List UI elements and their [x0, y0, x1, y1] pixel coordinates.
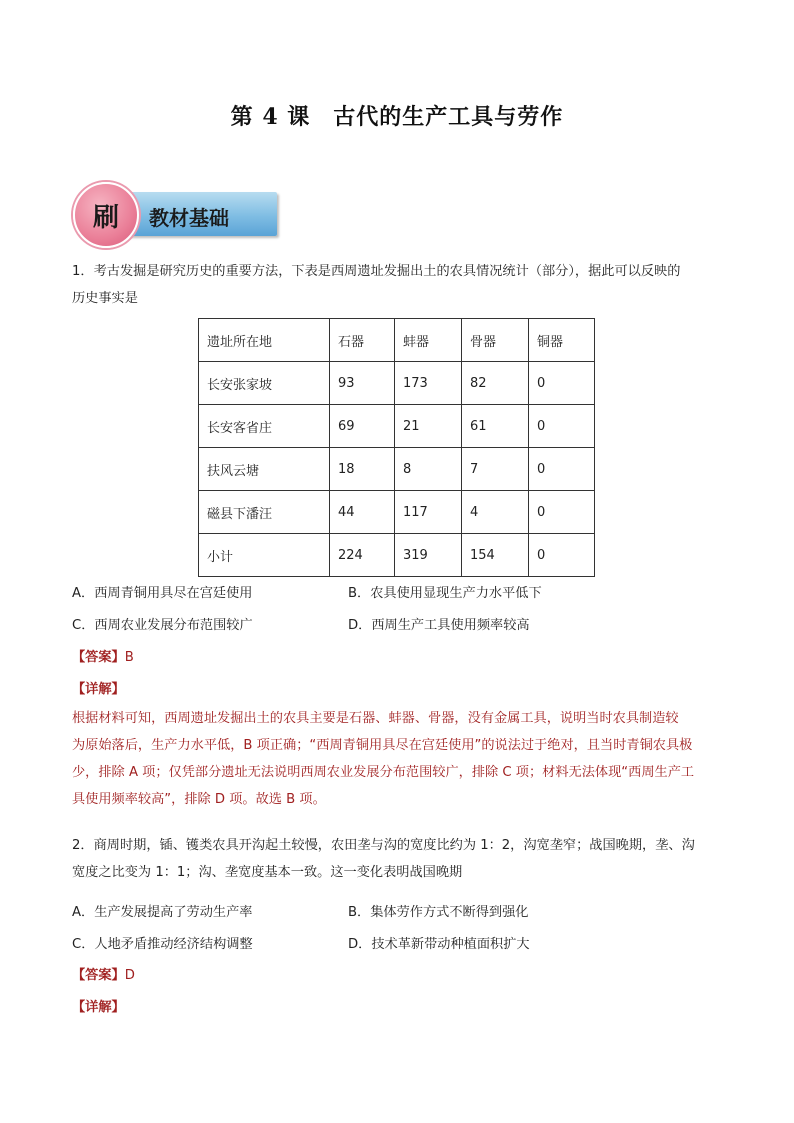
answer-value: D	[124, 968, 135, 983]
q1-stem	[72, 258, 727, 312]
table-row	[199, 448, 595, 491]
q2-option-d: D．技术革新带动种植面积扩大	[348, 937, 530, 952]
q2-option-a: A．生产发展提高了劳动生产率	[72, 905, 253, 920]
q1-option-b: B．农具使用显现生产力水平低下	[348, 586, 542, 601]
table-cell: 0	[529, 448, 595, 491]
table-cell: 0	[529, 405, 595, 448]
q1-option-a: A．西周青铜用具尽在宫廷使用	[72, 586, 253, 601]
detail-line: 为原始落后，生产力水平低，B 项正确；“西周青铜用具尽在宫廷使用”的说法过于绝对，且当时青铜农具极	[72, 738, 693, 753]
table-cell: 21	[395, 405, 462, 448]
table-cell: 69	[330, 405, 395, 448]
q1-detail	[72, 705, 727, 813]
table-cell: 长安客省庄	[199, 405, 330, 448]
table-header-row	[199, 319, 595, 362]
q2-option-b: B．集体劳作方式不断得到强化	[348, 905, 529, 920]
table-header-cell: 蚌器	[395, 319, 462, 362]
table-cell: 0	[529, 534, 595, 577]
q2-detail-tag	[72, 996, 125, 1015]
section-banner	[73, 182, 278, 240]
table-cell: 0	[529, 491, 595, 534]
q2-stem-line2: 宽度之比变为 1：1；沟、垄宽度基本一致。这一变化表明战国晚期	[72, 865, 463, 880]
q2-stem	[72, 832, 727, 886]
table-row	[199, 362, 595, 405]
detail-tag: 【详解】	[72, 1000, 125, 1015]
banner-badge: 刷	[73, 182, 139, 248]
q1-answer	[72, 646, 134, 665]
detail-line: 根据材料可知，西周遗址发掘出土的农具主要是石器、蚌器、骨器，没有金属工具，说明当时农具制造较	[72, 711, 679, 726]
table-cell: 8	[395, 448, 462, 491]
table-cell: 扶风云塘	[199, 448, 330, 491]
detail-line: 具使用频率较高”，排除 D 项。故选 B 项。	[72, 792, 326, 807]
table-header-cell: 遗址所在地	[199, 319, 330, 362]
table-header-cell: 骨器	[462, 319, 529, 362]
detail-line: 少，排除 A 项；仅凭部分遗址无法说明西周农业发展分布范围较广，排除 C 项；材料无法体现“西周生产工	[72, 765, 695, 780]
q1-detail-tag	[72, 678, 125, 697]
table-cell: 4	[462, 491, 529, 534]
q2-stem-line1: 2．商周时期，锸、镬类农具开沟起土较慢，农田垄与沟的宽度比约为 1：2，沟宽垄窄；战国晚期，垄、沟	[72, 838, 695, 853]
q1-stem-line2: 历史事实是	[72, 291, 138, 306]
table-cell: 82	[462, 362, 529, 405]
q1-stem-line1: 1．考古发掘是研究历史的重要方法，下表是西周遗址发掘出土的农具情况统计（部分），据此可以反映的	[72, 264, 681, 279]
answer-tag: 【答案】	[72, 650, 125, 665]
table-row	[199, 534, 595, 577]
table-row	[199, 405, 595, 448]
table-cell: 18	[330, 448, 395, 491]
table-cell: 磁县下潘汪	[199, 491, 330, 534]
table-cell: 173	[395, 362, 462, 405]
table-cell: 7	[462, 448, 529, 491]
q2-option-c: C．人地矛盾推动经济结构调整	[72, 937, 253, 952]
table-cell: 长安张家坡	[199, 362, 330, 405]
table-cell: 61	[462, 405, 529, 448]
answer-tag: 【答案】	[72, 968, 125, 983]
detail-tag: 【详解】	[72, 682, 125, 697]
lesson-title: 第 4 课 古代的生产工具与劳作	[230, 104, 564, 130]
table-header-cell: 铜器	[529, 319, 595, 362]
q1-table	[198, 318, 595, 577]
table-cell: 319	[395, 534, 462, 577]
table-cell: 93	[330, 362, 395, 405]
table-cell: 44	[330, 491, 395, 534]
banner-label: 教材基础	[149, 206, 229, 230]
table-row	[199, 491, 595, 534]
q1-option-d: D．西周生产工具使用频率较高	[348, 618, 530, 633]
q1-option-c: C．西周农业发展分布范围较广	[72, 618, 253, 633]
table-cell: 154	[462, 534, 529, 577]
table-cell: 117	[395, 491, 462, 534]
q2-answer	[72, 964, 135, 983]
table-cell: 0	[529, 362, 595, 405]
table-header-cell: 石器	[330, 319, 395, 362]
answer-value: B	[124, 650, 134, 665]
table-cell: 224	[330, 534, 395, 577]
table-cell: 小计	[199, 534, 330, 577]
